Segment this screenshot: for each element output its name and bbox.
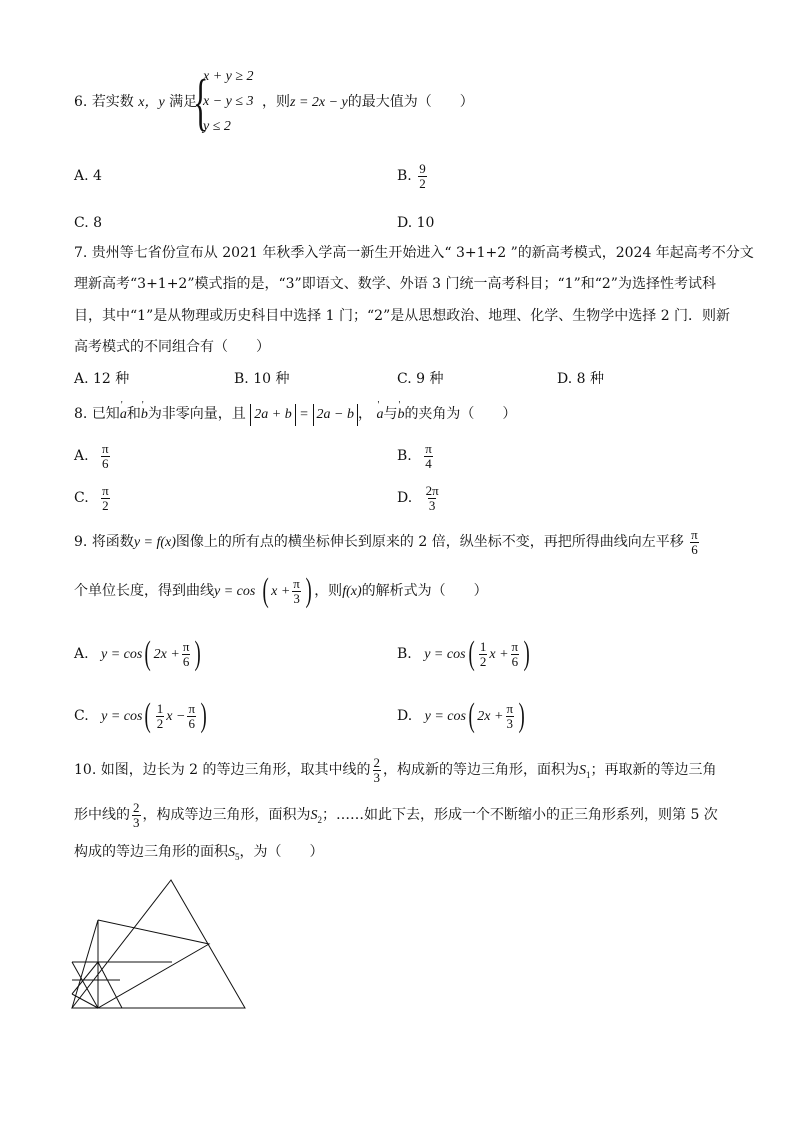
q8-text-he: 和	[126, 406, 141, 422]
q9-option-b-arg: x +	[489, 647, 509, 662]
q8-option-b[interactable]	[397, 440, 435, 472]
q9-stem-line-2	[74, 573, 488, 610]
fraction-numerator: 2	[133, 799, 140, 815]
q6-objective: z = 2x − y	[290, 95, 348, 110]
left-paren: (	[468, 697, 475, 734]
q8-option-a[interactable]	[74, 440, 112, 472]
q6-system-brace: {	[193, 66, 209, 137]
fraction-numerator: π	[182, 638, 190, 654]
q10-text-b: ，构成新的等边三角形，面积为	[383, 762, 580, 778]
fraction-denominator: 3	[373, 769, 381, 785]
q10-s5: S	[228, 845, 235, 860]
fraction-denominator: 3	[293, 590, 300, 606]
q9-shift-fraction	[690, 528, 699, 557]
q6-option-c[interactable]: C. 8	[74, 215, 103, 231]
triangle-edge	[72, 962, 98, 994]
q6-number: 6.	[74, 94, 88, 110]
fraction-denominator: 6	[691, 541, 698, 557]
q9-text-a: 将函数	[91, 534, 134, 550]
q7-line-1: 7. 贵州等七省份宣布从 2021 年秋季入学高一新生开始进入“ 3+1+2 ”的新高考模式，2024 年起高考不分文	[74, 245, 754, 261]
q8-option-b-label: B.	[397, 448, 412, 464]
fraction-numerator: 1	[479, 638, 487, 654]
right-paren: )	[194, 635, 202, 672]
fraction-numerator: π	[511, 638, 519, 654]
q9-option-c-pre: y = cos	[101, 709, 143, 724]
q9-option-c-coeff	[156, 702, 165, 731]
q9-option-a-arg: 2x +	[153, 647, 180, 662]
q9-option-d[interactable]	[397, 698, 527, 735]
q9-option-b-label: B.	[397, 646, 412, 662]
q8-option-a-fraction	[101, 442, 110, 471]
vector-b: ' b	[141, 403, 148, 427]
fraction-denominator: 6	[102, 455, 109, 471]
left-paren: (	[262, 572, 269, 609]
q7-line-4: 高考模式的不同组合有（ ）	[74, 339, 270, 355]
vector-a: ' a	[376, 403, 383, 427]
fraction-numerator: π	[102, 482, 109, 498]
right-paren: )	[523, 635, 530, 672]
q9-option-d-arg: 2x +	[477, 709, 504, 724]
fraction-numerator: π	[293, 575, 300, 591]
q10-text-h: ，为（ ）	[239, 844, 324, 860]
q10-triangle-figure	[60, 870, 260, 1020]
q8-right-magnitude: 2a − b	[313, 404, 358, 426]
q10-line-1	[74, 752, 717, 793]
q8-text-yu: 与	[383, 406, 398, 422]
q9-option-d-fraction	[505, 702, 514, 731]
fraction-denominator: 2	[156, 715, 164, 731]
fraction-numerator: 1	[156, 700, 164, 716]
fraction-numerator: π	[506, 700, 514, 716]
q10-text-d: 形中线的	[74, 807, 130, 823]
q9-option-b-coeff	[479, 640, 488, 669]
fraction-numerator: 9	[419, 160, 426, 176]
q9-option-c-arg: x −	[166, 709, 186, 724]
left-paren: (	[144, 635, 152, 672]
q10-s2-subscript: 2	[317, 814, 322, 825]
q7-option-c[interactable]: C. 9 种	[397, 371, 444, 387]
q9-function: y = f(x)	[133, 535, 176, 550]
q8-number: 8.	[74, 406, 88, 422]
q9-option-d-pre: y = cos	[424, 709, 466, 724]
q6-constraint-3: y ≤ 2	[203, 119, 231, 134]
q8-option-c-fraction	[101, 484, 110, 513]
q6-option-b-fraction	[418, 162, 427, 191]
q9-text-e: 的解析式为（ ）	[361, 583, 488, 599]
q9-text-d: ，则	[314, 583, 343, 599]
q10-fraction-2	[132, 801, 141, 830]
q9-text-c: 个单位长度，得到曲线	[74, 583, 214, 599]
q8-option-d-fraction	[425, 484, 440, 513]
q9-curve-fraction	[292, 577, 301, 606]
q9-option-a-fraction	[182, 640, 191, 669]
q10-s1: S	[579, 763, 587, 778]
fraction-denominator: 3	[506, 715, 513, 731]
fraction-denominator: 6	[182, 653, 190, 669]
q8-stem	[74, 402, 516, 427]
q10-text-g: 构成的等边三角形的面积	[74, 844, 228, 860]
q6-option-b[interactable]	[397, 160, 429, 192]
q10-line-2	[74, 797, 718, 838]
q10-s5-subscript: 5	[235, 851, 240, 862]
left-paren: (	[468, 635, 475, 672]
q10-text-e: ，构成等边三角形，面积为	[142, 807, 311, 823]
right-paren: )	[518, 697, 525, 734]
fraction-numerator: π	[188, 700, 196, 716]
q8-option-c[interactable]	[74, 482, 112, 514]
fraction-numerator: 2	[373, 754, 381, 770]
q8-option-d-label: D.	[397, 490, 413, 506]
fraction-numerator: π	[425, 440, 432, 456]
q6-stem-right	[262, 92, 474, 113]
left-paren: (	[145, 697, 152, 734]
q10-text-a: 10. 如图，边长为 2 的等边三角形，取其中线的	[74, 762, 371, 778]
q10-line-3	[74, 842, 324, 867]
q9-option-b[interactable]	[397, 636, 532, 673]
fraction-numerator: 2π	[425, 482, 439, 498]
vector-a: ' a	[120, 403, 127, 427]
q8-option-c-label: C.	[74, 490, 89, 506]
fraction-denominator: 2	[102, 497, 109, 513]
q8-option-b-fraction	[424, 442, 433, 471]
fraction-denominator: 3	[428, 497, 436, 513]
q9-option-b-fraction	[511, 640, 520, 669]
q6-constraint-2: x − y ≤ 3	[203, 94, 254, 109]
q9-fx: f(x)	[342, 584, 362, 599]
q9-option-c-label: C.	[74, 708, 89, 724]
right-paren: )	[305, 572, 312, 609]
q6-constraint-1: x + y ≥ 2	[203, 69, 254, 84]
q6-text-d: 的最大值为（ ）	[347, 94, 474, 110]
q9-option-a-pre: y = cos	[101, 647, 143, 662]
q7-option-a[interactable]: A. 12 种	[74, 371, 130, 387]
q6-text-b: 满足	[169, 94, 198, 110]
fraction-denominator: 3	[133, 814, 140, 830]
q8-text-b: 为非零向量，且	[147, 406, 246, 422]
q10-text-f: ；……如此下去，形成一个不断缩小的正三角形系列，则第 5 次	[322, 807, 718, 823]
fraction-denominator: 2	[479, 653, 487, 669]
q8-equals: =	[300, 407, 309, 422]
q6-stem-left	[74, 92, 197, 113]
q7-option-b[interactable]: B. 10 种	[234, 371, 290, 387]
fraction-numerator: π	[691, 526, 698, 542]
fraction-denominator: 6	[188, 715, 195, 731]
q6-text-a: 若实数	[91, 94, 134, 110]
q9-curve-arg: x +	[271, 584, 291, 599]
right-paren: )	[200, 697, 207, 734]
q8-option-a-label: A.	[74, 448, 89, 464]
q7-line-2: 理新高考“3+1+2”模式指的是，“3”即语文、数学、外语 3 门统一高考科目；“1”和“2”为选择性考试科	[74, 276, 716, 292]
q6-option-a[interactable]: A. 4	[74, 168, 102, 184]
q8-option-d[interactable]	[397, 482, 442, 514]
q10-s1-subscript: 1	[586, 769, 591, 780]
vector-b: ' b	[397, 403, 404, 427]
triangle-edge	[72, 920, 98, 1008]
q6-text-c: ，则	[262, 94, 290, 110]
q10-s2: S	[310, 808, 318, 823]
q6-option-b-label: B.	[397, 168, 412, 184]
q7-line-3: 目，其中“1”是从物理或历史科目中选择 1 门；“2”是从思想政治、地理、化学、生物学中选择 2 门．则新	[74, 308, 731, 324]
q10-fraction-1	[373, 756, 382, 785]
q6-option-d[interactable]: D. 10	[397, 215, 435, 231]
q8-left-magnitude: 2a + b	[250, 404, 295, 426]
q8-text-d: 的夹角为（ ）	[404, 406, 517, 422]
q9-option-a-label: A.	[74, 646, 89, 662]
q9-option-c[interactable]	[74, 698, 209, 735]
q7-option-d[interactable]: D. 8 种	[557, 371, 604, 387]
q9-option-c-fraction	[187, 702, 196, 731]
fraction-denominator: 2	[419, 175, 426, 191]
q9-number: 9.	[74, 534, 88, 550]
q9-option-a[interactable]	[74, 636, 204, 673]
q9-stem-line-1	[74, 524, 701, 561]
q8-text-a: 已知	[91, 406, 120, 422]
q9-option-b-pre: y = cos	[424, 647, 466, 662]
q9-text-b: 图像上的所有点的横坐标伸长到原来的 2 倍，纵坐标不变，再把所得曲线向左平移	[175, 534, 684, 550]
fraction-denominator: 6	[511, 653, 519, 669]
q6-vars: x，y	[138, 95, 165, 110]
q10-text-c: ；再取新的等边三角	[590, 762, 717, 778]
fraction-numerator: π	[102, 440, 109, 456]
q8-text-c: ，	[357, 406, 372, 422]
q9-option-d-label: D.	[397, 708, 413, 724]
fraction-denominator: 4	[425, 455, 432, 471]
q9-curve-prefix: y = cos	[214, 584, 256, 599]
